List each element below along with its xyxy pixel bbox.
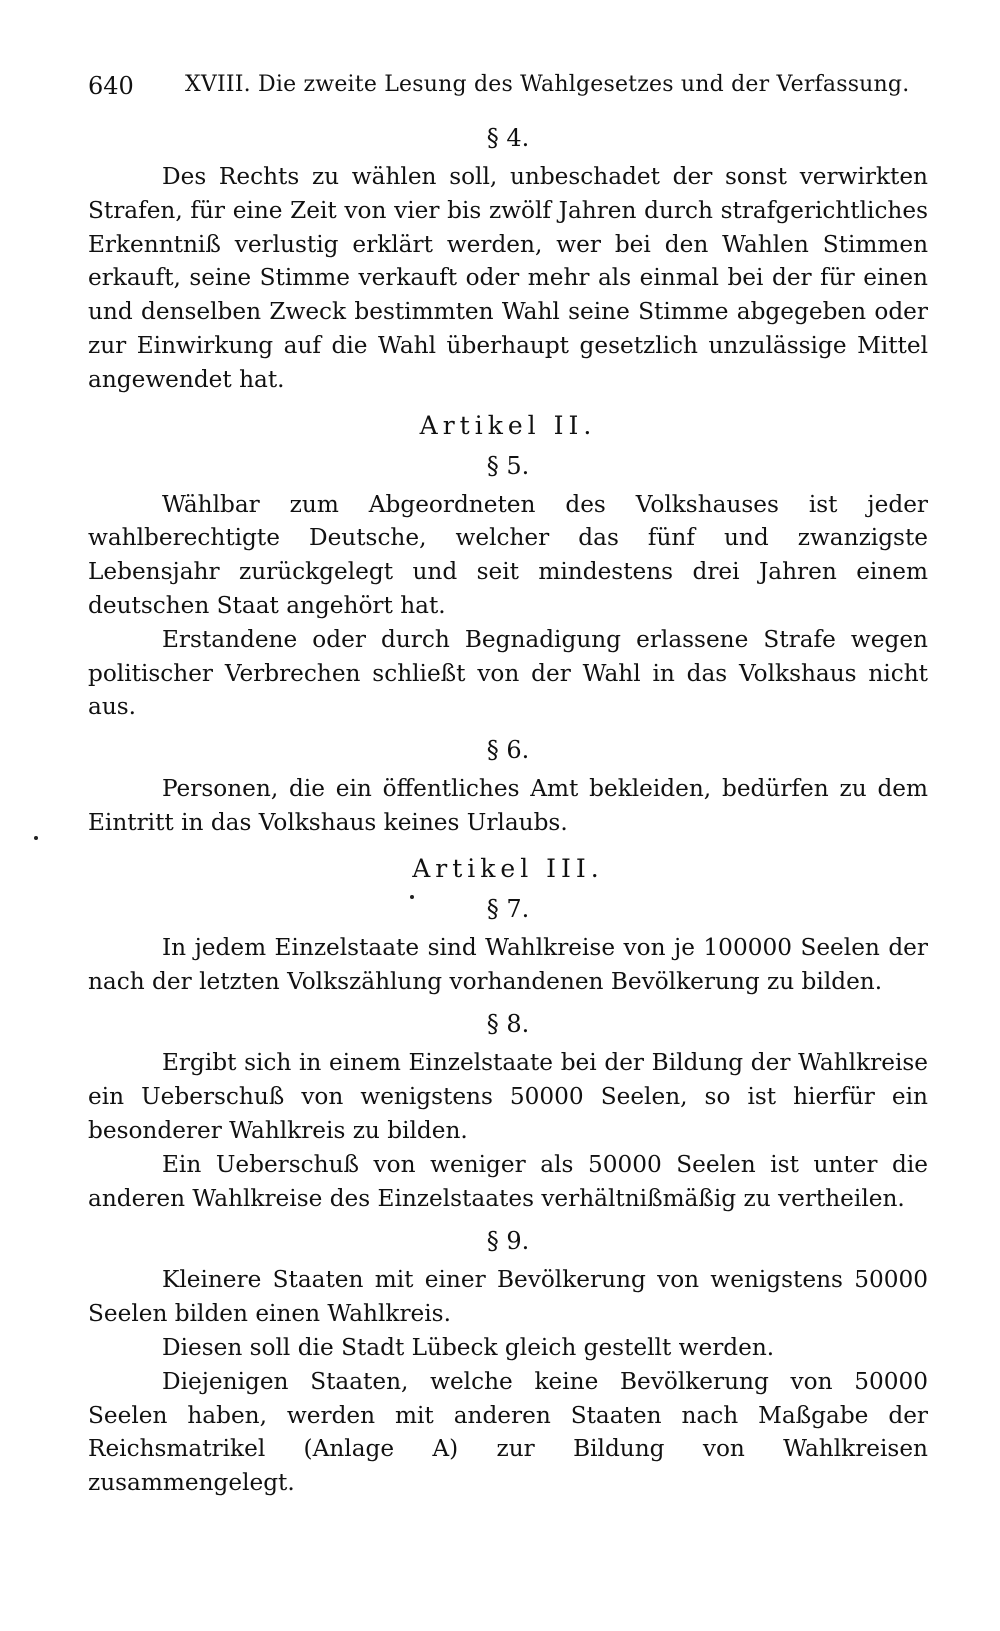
section-heading: § 9.: [486, 1227, 530, 1256]
page-header: [88, 72, 928, 112]
body-text: [88, 124, 928, 1500]
paragraph: Ein Ueberschuß von weniger als 50000 Seelen ist unter die anderen Wahlkreise des Einzelstaates verhältnißmäßig zu vertheilen.: [88, 1150, 928, 1212]
paragraph: Diesen soll die Stadt Lübeck gleich gestellt werden.: [162, 1333, 775, 1361]
page-number: 640: [88, 72, 134, 100]
section-heading: § 8.: [486, 1010, 530, 1039]
print-speck: [34, 836, 38, 840]
paragraph: Personen, die ein öffentliches Amt bekleiden, bedürfen zu dem Eintritt in das Volkshaus keines Urlaubs.: [88, 775, 928, 836]
paragraph: Wählbar zum Abgeordneten des Volkshauses ist jeder wahlberechtigte Deutsche, welcher das fünf und zwanzigste Lebensjahr zurückgelegt und seit mindestens drei Jahren einem deutschen Staat angehört hat.: [88, 490, 928, 619]
paragraph: Diejenigen Staaten, welche keine Bevölkerung von 50000 Seelen haben, werden mit anderen Staaten nach Maßgabe der Reichsmatrikel (Anlage A) zur Bildung von Wahlkreisen zusammengelegt.: [88, 1367, 928, 1497]
document-page: [88, 72, 928, 1500]
section-heading: § 7.: [486, 894, 530, 923]
running-head: XVIII. Die zweite Lesung des Wahlgesetzes und der Verfassung.: [185, 72, 910, 97]
paragraph: Des Rechts zu wählen soll, unbeschadet der sonst verwirkten Strafen, für eine Zeit von vier bis zwölf Jahren durch strafgerichtliches Erkenntniß verlustig erklärt werden, wer bei den Wahlen Stimmen erkauft, seine Stimme verkauft oder mehr als einmal bei der für einen und denselben Zweck bestimmten Wahl seine Stimme abgegeben oder zur Einwirkung auf die Wahl überhaupt gesetzlich unzulässige Mittel angewendet hat.: [88, 163, 928, 393]
article-heading: Artikel III.: [412, 853, 604, 883]
print-speck: [410, 895, 414, 899]
paragraph: Erstandene oder durch Begnadigung erlassene Strafe wegen politischer Verbrechen schließt von der Wahl in das Volkshaus nicht aus.: [88, 625, 928, 721]
paragraph: In jedem Einzelstaate sind Wahlkreise von je 100000 Seelen der nach der letzten Volkszählung vorhandenen Bevölkerung zu bilden.: [88, 933, 928, 995]
section-heading: § 6.: [486, 736, 530, 765]
paragraph: Ergibt sich in einem Einzelstaate bei der Bildung der Wahlkreise ein Ueberschuß von wenigstens 50000 Seelen, so ist hierfür ein besonderer Wahlkreis zu bilden.: [88, 1049, 928, 1144]
section-heading: § 4.: [486, 124, 530, 152]
section-heading: § 5.: [486, 451, 530, 480]
article-heading: Artikel II.: [419, 410, 597, 440]
paragraph: Kleinere Staaten mit einer Bevölkerung von wenigstens 50000 Seelen bilden einen Wahlkreis.: [88, 1266, 928, 1328]
